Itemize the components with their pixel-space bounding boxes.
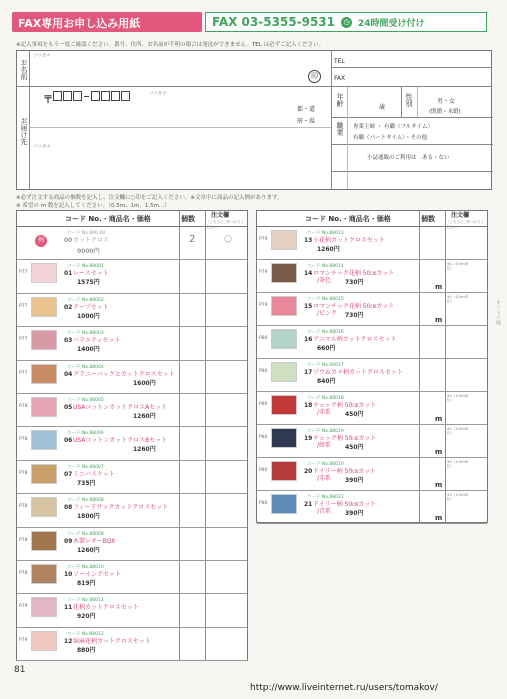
fax-field[interactable] — [351, 69, 491, 84]
instruction-2: ※ 希望の m 数を記入してください。（0.5m、1m、1.5m...） — [16, 203, 170, 209]
product-name: 木製レターBOX — [73, 537, 116, 545]
meter-unit: m — [435, 283, 443, 291]
qty-field[interactable] — [420, 359, 445, 392]
qty-field[interactable] — [180, 260, 205, 293]
col-order-right: 注文欄 — [451, 212, 470, 219]
table-row — [17, 594, 247, 627]
product-variant: /青系 — [317, 508, 332, 515]
item-number: 14 — [304, 270, 313, 277]
unit-note: ※1（0.5m単位） — [447, 427, 469, 435]
example-badge: 例 — [35, 235, 47, 247]
col-code-right: コード No.・商品名・価格 — [305, 215, 391, 223]
item-number: 01 — [64, 270, 73, 278]
marital-status[interactable]: (既婚・未婚) — [429, 109, 461, 115]
product-name: ドイリー柄 50㎝カット — [313, 468, 377, 475]
page-ref: P78 — [19, 437, 28, 443]
product-thumbnail — [31, 497, 57, 517]
order-field[interactable] — [206, 461, 248, 494]
example-code: コード No.880 XX — [67, 231, 106, 236]
product-price: 840円 — [317, 378, 336, 385]
item-number: 21 — [304, 501, 313, 508]
seal-mark: 印 — [308, 70, 321, 83]
page-ref: P78 — [19, 504, 28, 510]
meter-unit: m — [435, 316, 443, 324]
product-name: USAコットンカットクロスAセット — [73, 404, 168, 411]
table-row — [257, 227, 487, 260]
product-variant: /ピンク — [317, 310, 337, 317]
item-number: 19 — [304, 435, 313, 442]
table-row — [257, 392, 487, 425]
order-experience[interactable]: 小誌通販のご利用は ある・ない — [367, 155, 450, 161]
product-code: コード No.88015 — [307, 297, 344, 302]
col-order-sub-right: （こちらに○をつけてください） — [446, 220, 485, 229]
address-field[interactable] — [33, 131, 327, 186]
product-code: コード No.88007 — [67, 464, 104, 470]
item-number: 08 — [64, 504, 73, 512]
right-table-header — [257, 211, 487, 227]
name-label: お名前 — [20, 59, 28, 80]
product-price: 450円 — [345, 444, 364, 451]
meter-unit: m — [435, 514, 443, 522]
col-order: 注文欄 — [211, 212, 230, 219]
unit-note: ※1（0.5m単位） — [447, 394, 469, 402]
left-order-table — [16, 210, 248, 661]
qty-field[interactable] — [180, 327, 205, 360]
page-ref: P80 — [259, 501, 268, 506]
table-row — [17, 327, 247, 360]
qty-field[interactable] — [180, 427, 205, 460]
qty-field[interactable] — [180, 594, 205, 627]
order-field[interactable] — [206, 594, 248, 627]
address-label: お届け先 — [20, 117, 28, 145]
unit-note: ※1（0.5m単位） — [447, 460, 469, 468]
left-table-header — [17, 211, 247, 227]
product-price: 450円 — [345, 411, 364, 418]
qty-field[interactable] — [180, 394, 205, 427]
page-number: 81 — [14, 665, 26, 675]
product-name: 綿麻花柄カットクロスセット — [73, 637, 151, 645]
product-price: 819円 — [77, 580, 96, 587]
clock-icon: ◷ — [341, 17, 352, 28]
order-field[interactable] — [206, 528, 248, 561]
product-price: 1000円 — [77, 312, 100, 320]
fax-label: FAX — [334, 75, 346, 82]
table-row — [17, 494, 247, 527]
product-price: 1800円 — [77, 513, 100, 521]
page-ref: P79 — [19, 604, 28, 610]
example-num: 00 — [64, 237, 73, 244]
page-ref: P79 — [259, 237, 268, 242]
qty-field[interactable] — [180, 294, 205, 327]
product-thumbnail — [31, 364, 57, 384]
table-row — [257, 326, 487, 359]
product-thumbnail — [271, 296, 297, 316]
product-name: テープセット — [73, 303, 109, 311]
product-price: 1600円 — [133, 379, 156, 387]
product-thumbnail — [31, 564, 57, 584]
product-thumbnail — [271, 395, 297, 415]
page-ref: P79 — [259, 303, 268, 308]
meter-unit: m — [435, 415, 443, 423]
form-title: FAX専用お申し込み用紙 — [12, 12, 202, 32]
product-name: ロマンチック花柄 50㎝カット — [313, 270, 395, 277]
unit-note: ※1（0.5m単位） — [447, 493, 469, 501]
product-price: 1260円 — [77, 546, 100, 554]
product-code: コード No.88003 — [67, 331, 104, 337]
order-field[interactable] — [206, 294, 248, 327]
name-furigana-label: フリガナ — [33, 54, 51, 59]
table-row — [17, 294, 247, 327]
item-number: 07 — [64, 470, 73, 478]
product-name: チェック柄 50㎝カット — [313, 435, 377, 442]
fax-number: FAX 03-5355-9531 — [212, 15, 335, 29]
page-ref: P80 — [259, 402, 268, 407]
address2-furigana-label: フリガナ — [33, 145, 51, 150]
tel-field[interactable] — [351, 53, 491, 65]
instruction-1: ※必ず注文する商品の個数を記入し、注文欄に○印をご記入ください。※文章中に商品の記入例があります。 — [16, 195, 283, 201]
age-label: 年齢 — [336, 93, 344, 107]
order-field[interactable] — [206, 561, 248, 594]
product-thumbnail — [31, 297, 57, 317]
product-code: コード No.88013 — [307, 231, 344, 236]
col-order-sub: （こちらに○をつけてください） — [206, 220, 245, 229]
page-ref: P77 — [19, 303, 28, 309]
product-name: 小花柄カットクロスセット — [313, 237, 385, 244]
product-variant: /赤系 — [317, 475, 332, 482]
item-number: 12 — [64, 637, 73, 645]
page-ref: P80 — [259, 336, 268, 341]
product-variant: /茶色 — [317, 277, 332, 284]
item-number: 03 — [64, 337, 73, 345]
example-qty: 2 — [189, 234, 196, 245]
meter-unit: m — [435, 448, 443, 456]
product-price: 1400円 — [77, 346, 100, 354]
gender-label: 性別 — [405, 93, 413, 107]
product-code: コード No.88021 — [307, 495, 344, 500]
product-name: フィードサックカットクロスセット — [73, 504, 169, 512]
item-number: 20 — [304, 468, 313, 475]
product-thumbnail — [271, 461, 297, 481]
page-ref: P78 — [19, 470, 28, 476]
item-number: 16 — [304, 336, 313, 343]
page-ref: P77 — [19, 370, 28, 376]
product-name: USAコットンカットクロスBセット — [73, 437, 168, 445]
item-number: 05 — [64, 404, 73, 411]
table-row — [17, 528, 247, 561]
product-code: コード No.00017 — [307, 363, 344, 368]
col-qty-right: 個数 — [421, 215, 435, 223]
item-number: 04 — [64, 370, 73, 378]
page-ref: P79 — [259, 270, 268, 275]
table-row — [257, 425, 487, 458]
order-field[interactable] — [206, 427, 248, 460]
product-thumbnail — [31, 597, 57, 617]
tel-label: TEL — [334, 58, 345, 65]
product-code: コード No.88002 — [67, 297, 104, 303]
product-name: ゾウ＆カメ柄カットクロスセット — [313, 369, 403, 376]
product-variant: /赤系 — [317, 409, 332, 416]
page-ref: P78 — [19, 404, 28, 409]
qty-field[interactable] — [180, 494, 205, 527]
right-order-table — [256, 210, 488, 523]
item-number: 15 — [304, 303, 313, 310]
product-name: レースセット — [73, 270, 109, 278]
item-number: 06 — [64, 437, 73, 445]
item-number: 10 — [64, 571, 73, 578]
postal-mark: 〒 — [43, 95, 53, 106]
meter-unit: m — [435, 481, 443, 489]
page-ref: P78 — [19, 571, 28, 576]
cut-line-label: キリトリ線 — [495, 300, 501, 325]
postal-code-field[interactable] — [53, 91, 130, 101]
qty-field[interactable] — [420, 227, 445, 260]
product-thumbnail — [271, 428, 297, 448]
product-name: 花柄カットクロスセット — [73, 604, 139, 612]
table-row — [257, 260, 487, 293]
item-number: 13 — [304, 237, 313, 244]
qty-field[interactable] — [180, 461, 205, 494]
product-name: アニマル柄カットクロスセット — [313, 336, 397, 343]
product-name: バラエティセット — [73, 337, 121, 345]
order-field[interactable] — [206, 394, 248, 427]
order-field[interactable] — [206, 260, 248, 293]
table-row — [17, 260, 247, 293]
product-code: コード No.88020 — [307, 462, 344, 467]
product-code: コード No.88014 — [307, 264, 344, 269]
product-price: 1260円 — [133, 446, 156, 454]
table-row — [17, 561, 247, 594]
product-thumbnail — [271, 494, 297, 514]
table-row — [257, 458, 487, 491]
product-code: コード No.88016 — [307, 330, 344, 335]
table-row — [257, 359, 487, 392]
example-row — [17, 227, 247, 260]
qty-field[interactable] — [180, 528, 205, 561]
order-field[interactable] — [446, 227, 488, 260]
order-field[interactable] — [206, 327, 248, 360]
unit-note: ※1（0.5m単位） — [447, 262, 469, 270]
product-thumbnail — [31, 631, 57, 651]
qty-field[interactable] — [180, 361, 205, 394]
product-code: コード No.88011 — [67, 598, 104, 604]
product-price: 735円 — [77, 479, 96, 487]
col-qty: 個数 — [181, 215, 195, 223]
page-ref: P80 — [259, 468, 268, 473]
product-thumbnail — [31, 330, 57, 350]
product-code: コード No.88006 — [67, 431, 104, 437]
page-ref: P79 — [19, 637, 28, 643]
page-ref: P80 — [259, 369, 268, 374]
example-price: 0000円 — [77, 248, 100, 255]
qty-field[interactable] — [180, 628, 205, 661]
hours-text: 24時間受け付け — [358, 18, 425, 29]
table-row — [257, 491, 487, 524]
product-thumbnail — [271, 362, 297, 382]
product-code: コード No.88018 — [307, 396, 344, 401]
product-code: コード No.88008 — [67, 498, 104, 504]
page-ref: P78 — [19, 537, 28, 543]
occupation-option-2[interactable]: 有職（パートタイム）・その他 — [353, 135, 428, 141]
product-thumbnail — [31, 430, 57, 450]
table-row — [257, 293, 487, 326]
order-field[interactable] — [446, 326, 488, 359]
age-unit: 歳 — [379, 104, 386, 111]
table-row — [17, 461, 247, 494]
table-row — [17, 628, 247, 661]
product-price: 920円 — [77, 613, 96, 621]
product-name: チェック柄 50㎝カット — [313, 402, 377, 409]
qty-field[interactable] — [180, 561, 205, 594]
order-field[interactable] — [206, 494, 248, 527]
example-order-mark: ○ — [224, 234, 232, 244]
table-row — [17, 394, 247, 427]
product-thumbnail — [271, 230, 297, 250]
top-notice: ※記入事項をもう一度ご確認ください。番号、住所、お名前が不明の場合は発送ができません。TEL は必ずご記入ください。 — [16, 42, 325, 48]
product-thumbnail — [271, 263, 297, 283]
order-field[interactable] — [446, 359, 488, 392]
product-thumbnail — [31, 531, 57, 551]
unit-note: ※1（0.5m単位） — [447, 295, 469, 303]
product-code: コード No.88005 — [67, 398, 104, 403]
fax-number-box — [205, 12, 487, 32]
item-number: 17 — [304, 369, 313, 376]
item-number: 02 — [64, 303, 73, 311]
occupation-option-1[interactable]: 専業主婦 ・ 有職（フルタイム） — [353, 124, 433, 130]
product-price: 390円 — [345, 477, 364, 484]
product-name: ドイリー柄 50㎝カット — [313, 501, 377, 508]
product-thumbnail — [31, 397, 57, 417]
product-code: コード No.88004 — [67, 364, 104, 370]
address-furigana-label: フリガナ — [149, 92, 167, 97]
product-thumbnail — [31, 464, 57, 484]
item-number: 18 — [304, 402, 313, 409]
product-price: 730円 — [345, 312, 364, 319]
product-price: 660円 — [317, 345, 336, 352]
product-thumbnail — [31, 263, 57, 283]
product-code: コード No.88010 — [67, 565, 104, 570]
col-code: コード No.・商品名・価格 — [65, 215, 151, 223]
gender-options[interactable]: 男・女 — [437, 98, 456, 105]
product-price: 1575円 — [77, 279, 100, 287]
product-name: グラニーバッグとカットクロスセット — [73, 370, 175, 378]
page-ref: P77 — [19, 270, 28, 276]
product-code: コード No.88001 — [67, 264, 104, 270]
product-price: 390円 — [345, 510, 364, 517]
product-code: コード No.88012 — [67, 631, 104, 637]
order-field[interactable] — [206, 628, 248, 661]
example-name: カットクロス — [73, 237, 109, 244]
product-code: コード No.88009 — [67, 531, 104, 537]
source-url: http://www.liveinternet.ru/users/tomakov/ — [250, 683, 438, 693]
product-price: 1260円 — [317, 246, 340, 253]
product-price: 730円 — [345, 279, 364, 286]
product-name: ミニバスケット — [73, 470, 115, 478]
product-variant: /紺系 — [317, 442, 332, 449]
product-name: ロマンチック花柄 50㎝カット — [313, 303, 395, 310]
order-field[interactable] — [206, 361, 248, 394]
table-row — [17, 427, 247, 460]
name-field[interactable] — [33, 57, 309, 83]
item-number: 09 — [64, 537, 73, 545]
page-ref: P80 — [259, 435, 268, 440]
prefecture-label-2: 府・県 — [297, 118, 316, 125]
product-price: 880円 — [77, 646, 96, 654]
occupation-label: 職業 — [336, 122, 344, 136]
item-number: 11 — [64, 604, 73, 612]
table-row — [17, 361, 247, 394]
prefecture-label-1: 都・道 — [297, 106, 316, 113]
product-code: コード No.88019 — [307, 429, 344, 434]
product-name: ソーイングセット — [73, 571, 121, 578]
product-thumbnail — [271, 329, 297, 349]
customer-form — [16, 50, 492, 190]
page-ref: P77 — [19, 337, 28, 343]
product-price: 1260円 — [133, 413, 156, 420]
qty-field[interactable] — [420, 326, 445, 359]
